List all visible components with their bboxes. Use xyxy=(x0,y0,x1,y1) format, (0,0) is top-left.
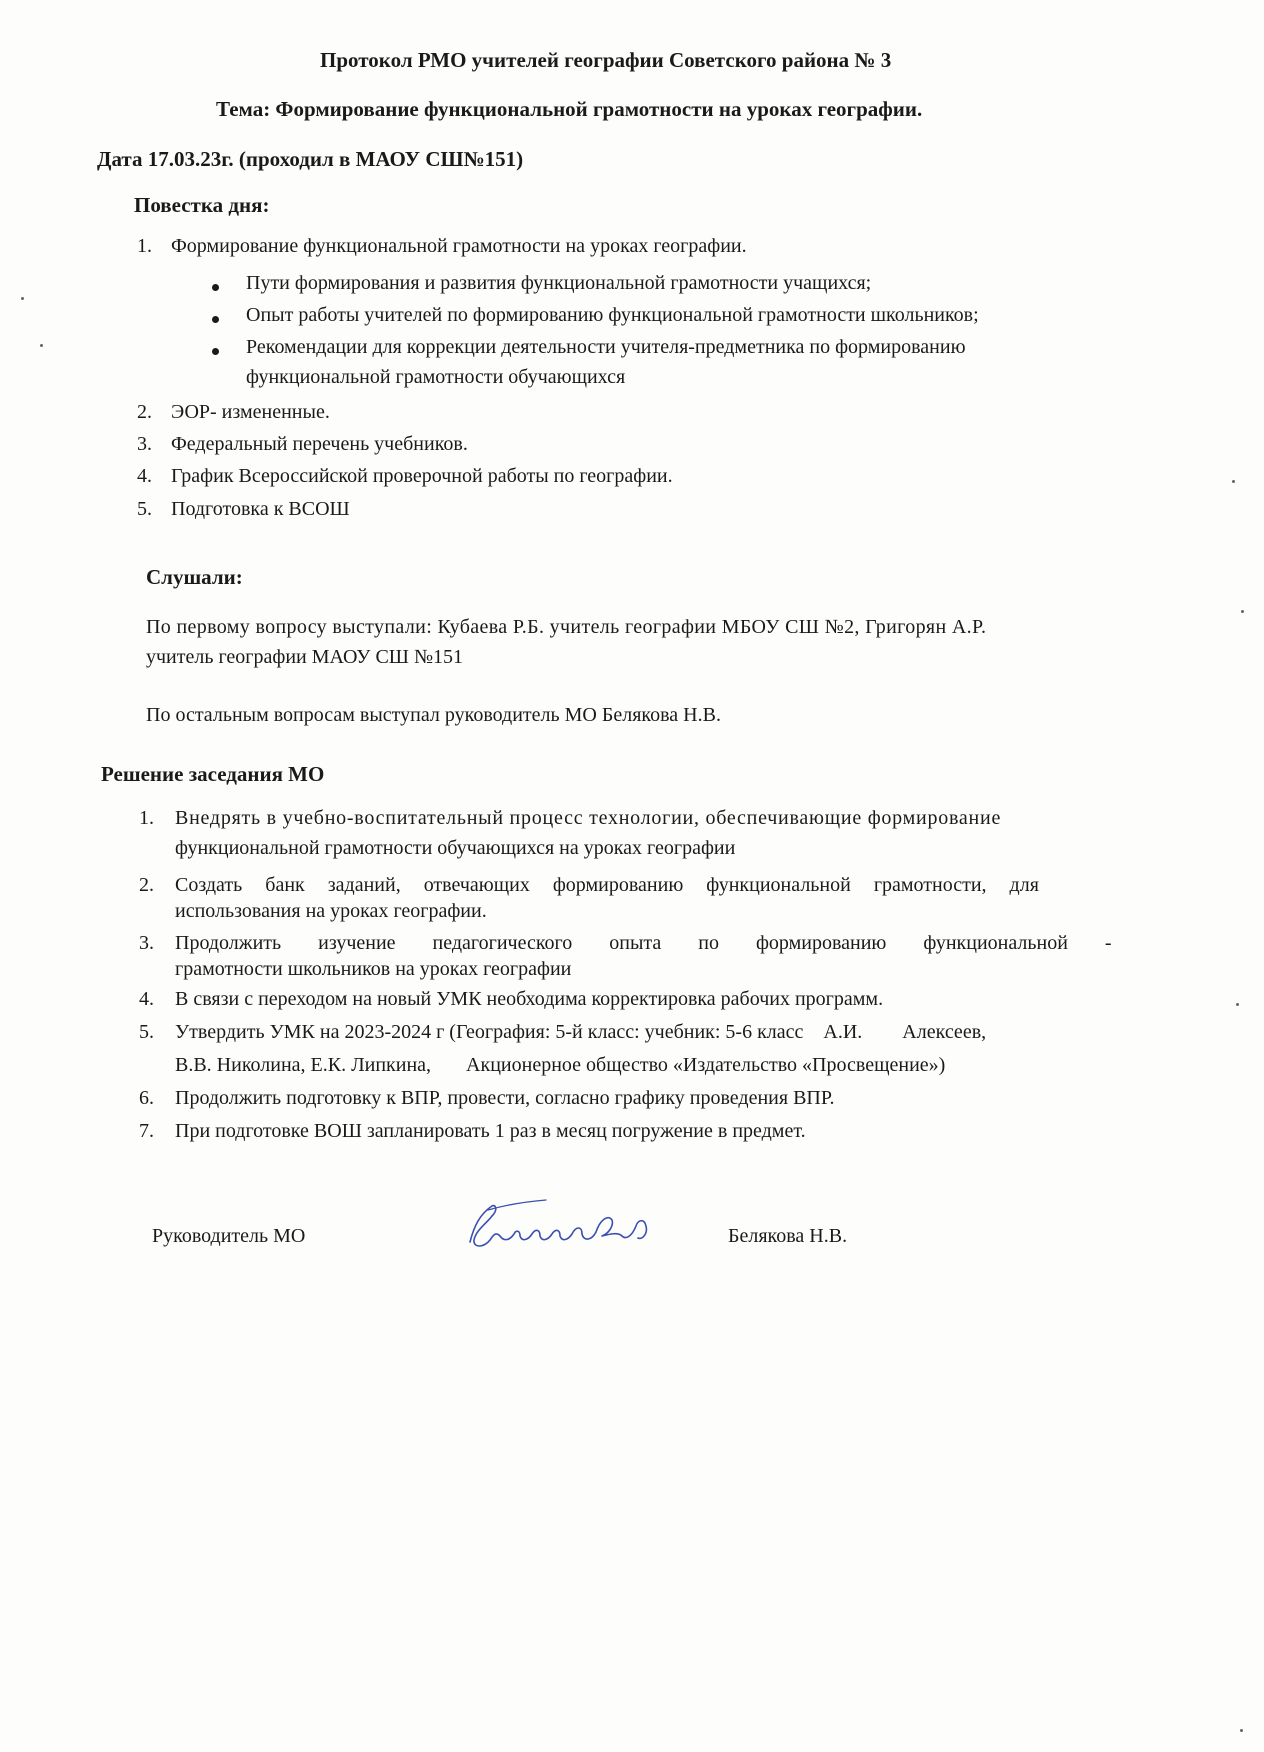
decision-item-text: В связи с переходом на новый УМК необходима корректировка рабочих программ. xyxy=(175,988,884,1010)
decision-item-text: Утвердить УМК на 2023-2024 г (География: 5-й класс: учебник: 5-6 класс А.И. Алексеев, xyxy=(175,1021,987,1043)
decision-item-number: 3. xyxy=(139,932,154,954)
document-topic: Тема: Формирование функциональной грамотности на уроках географии. xyxy=(216,97,923,121)
decision-item-number: 1. xyxy=(139,807,154,829)
scan-speck xyxy=(1232,480,1235,483)
handwritten-signature xyxy=(462,1196,662,1266)
agenda-heading: Повестка дня: xyxy=(134,193,270,217)
scan-speck xyxy=(1236,1003,1239,1006)
footer-name: Белякова Н.В. xyxy=(728,1225,848,1247)
decision-item-number: 6. xyxy=(139,1087,154,1109)
decision-item-number: 4. xyxy=(139,988,154,1010)
agenda-subitem: Пути формирования и развития функциональной грамотности учащихся; xyxy=(246,272,872,294)
decision-item-number: 7. xyxy=(139,1120,154,1142)
agenda-item-text: График Всероссийской проверочной работы по географии. xyxy=(171,465,673,487)
agenda-item-text: Формирование функциональной грамотности на уроках географии. xyxy=(171,235,747,257)
decision-item-text: При подготовке ВОШ запланировать 1 раз в месяц погружение в предмет. xyxy=(175,1120,806,1142)
agenda-subitem: Рекомендации для коррекции деятельности учителя-предметника по формированию xyxy=(246,336,966,358)
agenda-item-number: 4. xyxy=(137,465,152,487)
heard-speakers-line1: По первому вопросу выступали: Кубаева Р.Б. учитель географии МБОУ СШ №2, Григорян А.Р. xyxy=(146,616,987,638)
decision-item-text: Продолжить изучение педагогического опыта по формированию функциональной - xyxy=(175,932,1112,954)
bullet-dot xyxy=(212,284,219,291)
decision-item-text-continuation: грамотности школьников на уроках географии xyxy=(175,958,572,980)
decision-item-text: Внедрять в учебно-воспитательный процесс технологии, обеспечивающие формирование xyxy=(175,807,1002,829)
scan-speck xyxy=(21,297,24,300)
agenda-item-number: 3. xyxy=(137,433,152,455)
decision-item-number: 2. xyxy=(139,874,154,896)
agenda-item-text: Федеральный перечень учебников. xyxy=(171,433,468,455)
document-title: Протокол РМО учителей географии Советского района № 3 xyxy=(320,48,892,72)
agenda-subitem-continuation: функциональной грамотности обучающихся xyxy=(246,366,626,388)
decision-item-text: Создать банк заданий, отвечающих формированию функциональной грамотности, для xyxy=(175,874,1039,896)
decision-item-number: 5. xyxy=(139,1021,154,1043)
decision-item-text-continuation: функциональной грамотности обучающихся на уроках географии xyxy=(175,837,736,859)
meeting-date: Дата 17.03.23г. (проходил в МАОУ СШ№151) xyxy=(97,147,524,171)
bullet-dot xyxy=(212,316,219,323)
decision-item-text-continuation: В.В. Николина, Е.К. Липкина, Акционерное общество «Издательство «Просвещение») xyxy=(175,1054,946,1076)
scan-speck xyxy=(40,344,43,347)
decision-heading: Решение заседания МО xyxy=(101,762,325,786)
agenda-item-number: 2. xyxy=(137,401,152,423)
agenda-item-number: 1. xyxy=(137,235,152,257)
decision-item-text: Продолжить подготовку к ВПР, провести, согласно графику проведения ВПР. xyxy=(175,1087,835,1109)
bullet-dot xyxy=(212,348,219,355)
agenda-subitem: Опыт работы учителей по формированию функциональной грамотности школьников; xyxy=(246,304,979,326)
heard-heading: Слушали: xyxy=(146,565,243,589)
agenda-item-text: Подготовка к ВСОШ xyxy=(171,498,350,520)
agenda-item-text: ЭОР- измененные. xyxy=(171,401,330,423)
scan-speck xyxy=(1240,1729,1243,1732)
footer-role: Руководитель МО xyxy=(152,1225,306,1247)
agenda-item-number: 5. xyxy=(137,498,152,520)
heard-other-speaker: По остальным вопросам выступал руководитель МО Белякова Н.В. xyxy=(146,704,721,726)
scan-speck xyxy=(1241,610,1244,613)
heard-speakers-line2: учитель географии МАОУ СШ №151 xyxy=(146,646,464,668)
decision-item-text-continuation: использования на уроках географии. xyxy=(175,900,487,922)
